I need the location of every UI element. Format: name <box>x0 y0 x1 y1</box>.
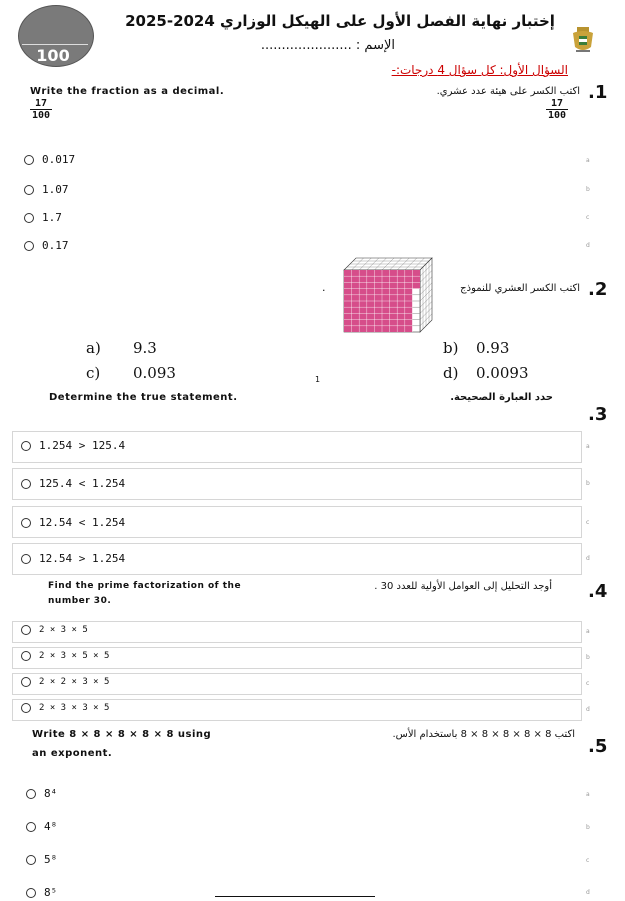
question-number: .5 <box>588 736 608 757</box>
option-letter: b <box>586 824 590 831</box>
option-letter: d <box>586 555 590 562</box>
radio-icon[interactable] <box>21 651 31 661</box>
q4-option-c[interactable] <box>21 677 109 687</box>
q3-option-b[interactable] <box>21 477 125 490</box>
q3-option-c[interactable] <box>21 516 125 529</box>
q3-english-prompt: Determine the true statement. <box>49 392 238 403</box>
q1-option-d[interactable] <box>24 239 69 252</box>
radio-icon[interactable] <box>21 554 31 564</box>
option-text: 2 × 3 × 3 × 5 <box>39 703 110 713</box>
radio-icon[interactable] <box>26 888 36 898</box>
dot: . <box>322 281 326 294</box>
q2-option-c-label[interactable]: c) <box>86 364 101 382</box>
q1-option-c[interactable] <box>24 211 62 224</box>
option-text: 125.4 < 1.254 <box>39 477 126 490</box>
q2-option-a-label[interactable]: a) <box>86 339 101 357</box>
radio-icon[interactable] <box>26 822 36 832</box>
radio-icon[interactable] <box>21 518 31 528</box>
q5-option-d[interactable] <box>26 886 57 899</box>
radio-icon[interactable] <box>24 185 34 195</box>
fraction-denominator: 100 <box>548 110 567 121</box>
option-letter: b <box>586 480 590 487</box>
q2-arabic-prompt: اكتب الكسر العشري للنموذج <box>460 283 580 294</box>
option-letter: d <box>586 889 590 896</box>
radio-icon[interactable] <box>24 213 34 223</box>
q1-fraction-en <box>30 98 52 121</box>
q5-option-c[interactable] <box>26 853 57 866</box>
fraction-numerator: 17 <box>551 98 564 109</box>
q4-arabic-prompt: أوجد التحليل إلى العوامل الأولية للعدد 30 . <box>374 581 552 592</box>
option-text: 8⁴ <box>44 787 58 800</box>
q1-option-b[interactable] <box>24 183 69 196</box>
option-text: 2 × 3 × 5 × 5 <box>39 651 110 661</box>
radio-icon[interactable] <box>26 855 36 865</box>
radio-icon[interactable] <box>21 479 31 489</box>
q2-option-d-label[interactable]: d) <box>443 364 459 382</box>
option-letter: b <box>586 654 590 661</box>
q4-option-a[interactable] <box>21 625 88 635</box>
q3-arabic-prompt: حدد العبارة الصحيحة. <box>450 392 553 403</box>
radio-icon[interactable] <box>21 625 31 635</box>
fraction-numerator: 17 <box>35 98 48 109</box>
option-text: 12.54 > 1.254 <box>39 552 126 565</box>
radio-icon[interactable] <box>24 241 34 251</box>
q2-option-b-label[interactable]: b) <box>443 339 459 357</box>
option-letter: c <box>586 680 590 687</box>
fraction-denominator: 100 <box>32 110 51 121</box>
option-letter: d <box>586 706 590 713</box>
option-text: 4⁸ <box>44 820 58 833</box>
q1-fraction-ar <box>546 98 568 121</box>
exam-title: إختبار نهاية الفصل الأول على الهيكل الوزاري 2024-2025 <box>125 12 555 30</box>
student-name-line: الإسم : ...................... <box>260 38 395 53</box>
q2-option-c-value[interactable]: 0.093 <box>133 364 176 382</box>
option-letter: c <box>586 214 590 221</box>
q4-option-b[interactable] <box>21 651 109 661</box>
radio-icon[interactable] <box>21 677 31 687</box>
page-mark: 1 <box>315 375 321 384</box>
q4-english-prompt-line1: Find the prime factorization of the <box>48 581 242 591</box>
q1-arabic-prompt: اكتب الكسر على هيئة عدد عشري. <box>436 86 580 97</box>
q3-option-a[interactable] <box>21 439 125 452</box>
q1-english-prompt: Write the fraction as a decimal. <box>30 86 225 97</box>
emblem-icon <box>568 25 598 55</box>
q4-option-a-box[interactable] <box>12 621 582 643</box>
option-letter: d <box>586 242 590 249</box>
option-letter: c <box>586 857 590 864</box>
option-text: 8⁵ <box>44 886 58 899</box>
option-text: 12.54 < 1.254 <box>39 516 126 529</box>
option-letter: a <box>586 443 590 450</box>
q5-arabic-prompt: اكتب 8 × 8 × 8 × 8 × 8 باستخدام الأس. <box>392 729 575 740</box>
q5-option-a[interactable] <box>26 787 57 800</box>
option-letter: a <box>586 628 590 635</box>
question-number: .4 <box>588 581 608 602</box>
option-letter: a <box>586 791 590 798</box>
option-letter: c <box>586 519 590 526</box>
option-text: 2 × 2 × 3 × 5 <box>39 677 110 687</box>
q5-option-b[interactable] <box>26 820 57 833</box>
radio-icon[interactable] <box>24 155 34 165</box>
q5-english-prompt-line1: Write 8 × 8 × 8 × 8 × 8 using <box>32 729 212 740</box>
option-text: 0.017 <box>42 153 76 166</box>
question-number: .2 <box>588 279 608 300</box>
score-divider <box>22 44 88 45</box>
q5-english-prompt-line2: an exponent. <box>32 748 113 759</box>
option-letter: b <box>586 186 590 193</box>
q4-english-prompt-line2: number 30. <box>48 596 112 606</box>
q1-option-a[interactable] <box>24 153 75 166</box>
option-text: 1.07 <box>42 183 69 196</box>
question-number: .1 <box>588 82 608 103</box>
radio-icon[interactable] <box>26 789 36 799</box>
q3-option-d[interactable] <box>21 552 125 565</box>
q2-option-b-value[interactable]: 0.93 <box>476 339 510 357</box>
radio-icon[interactable] <box>21 441 31 451</box>
score-value: 100 <box>36 46 70 65</box>
option-letter: a <box>586 157 590 164</box>
option-text: 2 × 3 × 5 <box>39 625 88 635</box>
question-number: .3 <box>588 404 608 425</box>
bottom-rule <box>215 896 375 897</box>
option-text: 0.17 <box>42 239 69 252</box>
q2-option-a-value[interactable]: 9.3 <box>133 339 157 357</box>
option-text: 1.7 <box>42 211 62 224</box>
q4-option-d[interactable] <box>21 703 109 713</box>
radio-icon[interactable] <box>21 703 31 713</box>
section-title: السؤال الأول: كل سؤال 4 درجات:- <box>391 63 568 77</box>
decimal-cube-model <box>338 256 434 334</box>
q2-option-d-value[interactable]: 0.0093 <box>476 364 529 382</box>
option-text: 1.254 > 125.4 <box>39 439 126 452</box>
option-text: 5⁸ <box>44 853 58 866</box>
